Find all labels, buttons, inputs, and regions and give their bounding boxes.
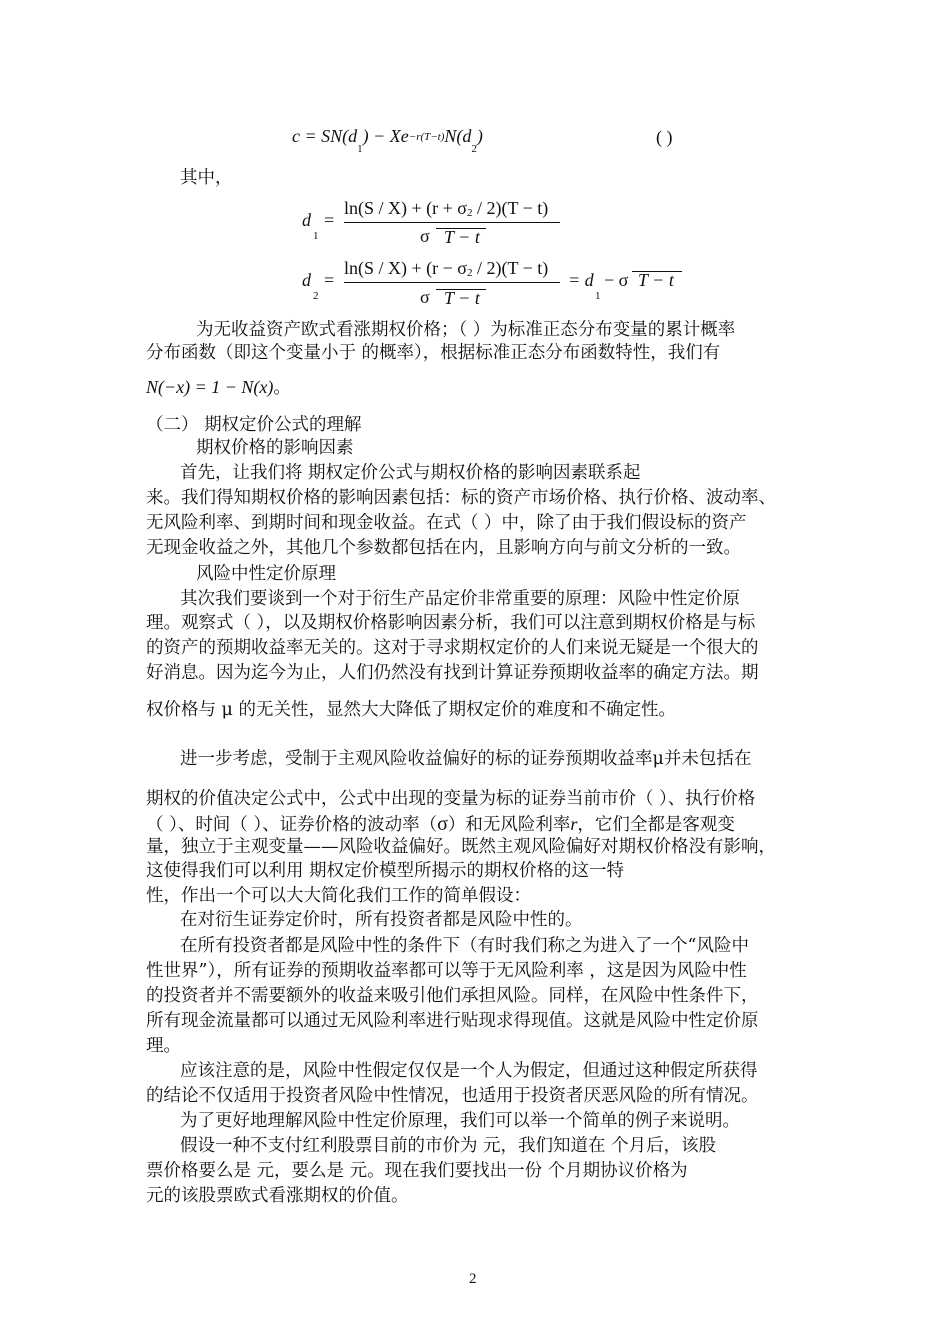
numerator-part: ln(S / X) + (r + σ: [344, 198, 467, 218]
text-line: 无风险利率、到期时间和现金收益。在式（ ）中，除了由于我们假设标的资产: [146, 513, 747, 533]
normal-symmetry-formula: [146, 376, 291, 400]
text-line: 的资产的预期收益率无关的。这对于寻求期权定价的人们来说无疑是一个很大的: [146, 638, 759, 658]
formula-mid: ) − Xe: [362, 126, 409, 146]
qizhong-label: 其中，: [180, 168, 233, 188]
text-line: 为了更好地理解风险中性定价原理，我们可以举一个简单的例子来说明。: [180, 1111, 740, 1131]
text-line: 元的该股票欧式看涨期权的价值。: [146, 1186, 409, 1206]
d2-label: d: [302, 270, 311, 290]
d2-tail-subscript: 1: [595, 290, 601, 302]
text-line: 在所有投资者都是风险中性的条件下（有时我们称之为进入了一个“风险中: [180, 936, 749, 956]
d2-denominator-sigma: σ: [420, 287, 430, 307]
d2-tail-sigma: − σ: [604, 270, 629, 290]
formula-close: ): [476, 126, 483, 146]
d2-subscript: 2: [313, 290, 319, 302]
text-line: 权价格与 μ 的无关性，显然大大降低了期权定价的难度和不确定性。: [146, 700, 676, 720]
text-line: 假设一种不支付红利股票目前的市价为 元，我们知道在 个月后，该股: [180, 1136, 717, 1156]
formula-lhs: c = SN(d: [292, 126, 358, 146]
period: 。: [273, 378, 291, 398]
subheading: 风险中性定价原理: [196, 564, 336, 584]
exponent: −r(T−t): [408, 131, 445, 143]
numerator-part: ln(S / X) + (r − σ: [344, 258, 467, 278]
fraction-line: [344, 282, 560, 283]
text-line: 性世界”），所有证券的预期收益率都可以等于无风险利率 ，这是因为风险中性: [146, 961, 747, 981]
formula: N(−x) = 1 − N(x): [146, 377, 274, 397]
d2-denominator: T − t: [444, 288, 480, 308]
numerator-part: / 2)(T − t): [472, 258, 549, 278]
text-line: 理。: [146, 1036, 181, 1056]
section-heading: （二） 期权定价公式的理解: [146, 415, 362, 435]
text-line: 进一步考虑，受制于主观风险收益偏好的标的证券预期收益率μ并未包括在: [180, 749, 752, 769]
text-line: 好消息。因为迄今为止，人们仍然没有找到计算证券预期收益率的确定方法。期: [146, 663, 759, 683]
text-line: 应该注意的是，风险中性假定仅仅是一个人为假定，但通过这种假定所获得: [180, 1061, 758, 1081]
d1-formula: [300, 198, 580, 250]
d1-denominator: T − t: [444, 227, 480, 247]
d2-equals: =: [324, 270, 335, 290]
subscript: 1: [357, 143, 363, 155]
squared: 2: [467, 267, 473, 279]
text-line: 分布函数（即这个变量小于 的概率），根据标准正态分布函数特性，我们有: [146, 343, 721, 363]
numerator-part: / 2)(T − t): [472, 198, 549, 218]
text-line: 的投资者并不需要额外的收益来吸引他们承担风险。同样，在风险中性条件下，: [146, 986, 759, 1006]
d1-equals: =: [324, 210, 335, 230]
sigma-symbol: σ: [437, 813, 448, 835]
text-line: 所有现金流量都可以通过无风险利率进行贴现求得现值。这就是风险中性定价原: [146, 1011, 759, 1031]
page-number: 2: [469, 1271, 477, 1287]
squared: 2: [467, 207, 473, 219]
fraction-line: [344, 222, 560, 223]
text-line: 来。我们得知期权价格的影响因素包括：标的资产市场价格、执行价格、波动率、: [146, 488, 776, 508]
formula-rhs: N(d: [444, 126, 472, 146]
text-line: 这使得我们可以利用 期权定价模型所揭示的期权价格的这一特: [146, 861, 625, 881]
text-line: 其次我们要谈到一个对于衍生产品定价非常重要的原理：风险中性定价原: [180, 589, 740, 609]
text-line: 期权的价值决定公式中，公式中出现的变量为标的证券当前市价（ ）、执行价格: [146, 789, 756, 809]
subscript: 2: [471, 143, 477, 155]
black-scholes-call-formula: [292, 126, 483, 155]
text-line: 理。观察式（ ），以及期权价格影响因素分析，我们可以注意到期权价格是与标: [146, 613, 756, 633]
text-line: 性，作出一个可以大大简化我们工作的简单假设：: [146, 886, 531, 906]
subheading: 期权价格的影响因素: [196, 438, 354, 458]
text-segment: （ ）、时间（ ）、证券价格的波动率（: [146, 815, 438, 835]
text-segment: ）和无风险利率: [447, 815, 571, 835]
equation-number: ( ): [656, 127, 673, 147]
text-line: 无现金收益之外，其他几个参数都包括在内，且影响方向与前文分析的一致。: [146, 538, 741, 558]
d1-subscript: 1: [313, 230, 319, 242]
d1-label: d: [302, 210, 311, 230]
text-line: 的结论不仅适用于投资者风险中性情况，也适用于投资者厌恶风险的所有情况。: [146, 1086, 759, 1106]
text-line: 量，独立于主观变量——风险收益偏好。既然主观风险偏好对期权价格没有影响，: [146, 837, 776, 857]
text-line: [146, 812, 735, 837]
d2-formula: [300, 256, 700, 312]
d2-tail-c: T − t: [638, 270, 674, 290]
d1-numerator: [344, 198, 548, 219]
d2-numerator: [344, 258, 548, 279]
text-line: 票价格要么是 元，要么是 元。现在我们要找出一份 个月期协议价格为: [146, 1161, 688, 1181]
text-line: 在对衍生证券定价时，所有投资者都是风险中性的。: [180, 910, 583, 930]
text-line: 为无收益资产欧式看涨期权价格；（ ）为标准正态分布变量的累计概率: [196, 320, 736, 340]
d1-denominator-sigma: σ: [420, 226, 430, 246]
r-symbol: r: [570, 814, 578, 834]
text-line: 首先，让我们将 期权定价公式与期权价格的影响因素联系起: [180, 463, 641, 483]
d2-tail-a: = d: [568, 270, 594, 290]
text-segment: ，它们全都是客观变: [577, 815, 735, 835]
